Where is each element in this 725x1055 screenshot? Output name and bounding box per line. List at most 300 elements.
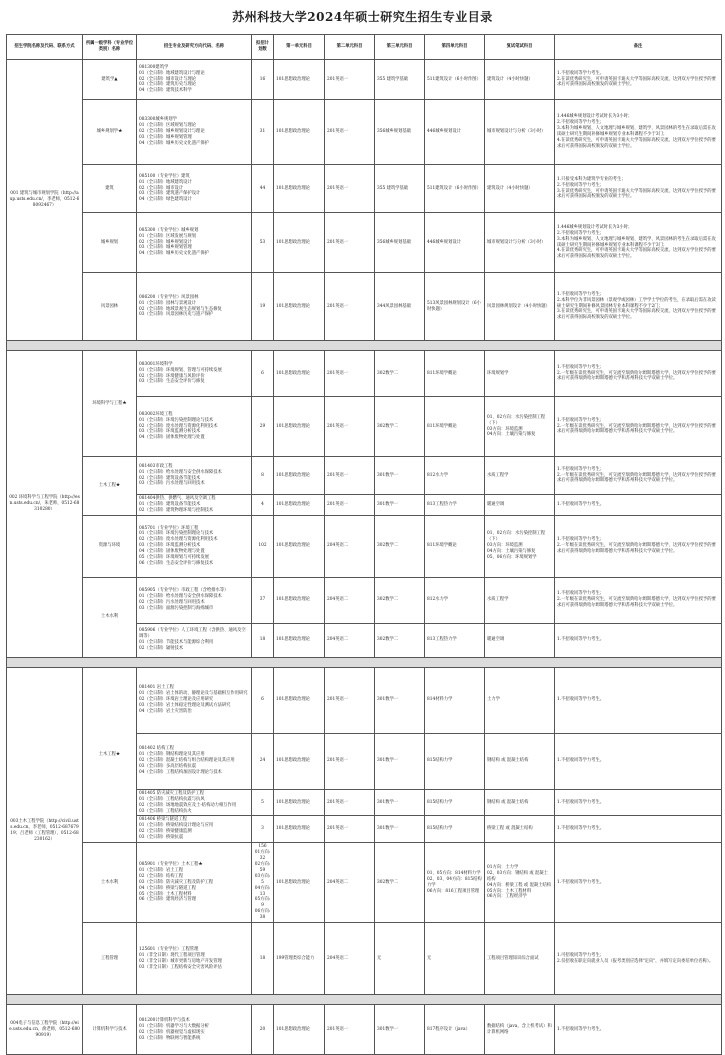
unit4-cell [425,100,485,165]
text-line: 2.不招收同等学力考生； [557,182,605,188]
text-line: 356城乡规划基础 [377,239,411,245]
plan-cell [252,789,274,816]
text-line: 1.不招收同等学力考生。 [557,1026,605,1032]
text-line: 01、02方向：水污染控制工程（下） [487,531,546,543]
unit2-cell [325,273,375,341]
text-line: 081401 岩土工程 [139,685,174,691]
college-cell [7,667,83,994]
text-line: 01方向:32 [254,850,271,861]
text-line: 201英语一 [327,1026,349,1032]
text-line: 02、03方向：钢结构 或 混凝土结构 [487,870,548,882]
column-header: 第一单元科目 [274,35,325,60]
table-row [7,213,722,273]
text-line: 02（全日制）环境岩土理论及应用研究 [139,697,214,703]
retest-cell [485,273,555,341]
plan-cell [252,100,274,165]
text-line: 01（全日制）岩土体的动、静理论及与基础相互作用研究 [139,691,248,697]
text-line: 8 [261,472,264,478]
major-cell [137,623,252,657]
unit3-cell [375,1005,425,1055]
text-line: 城市规划设计与分析（3小时） [487,129,546,135]
plan-cell [252,495,274,516]
text-line: 土木工程★ [98,482,121,488]
text-line: 城乡规划 [100,239,119,245]
text-line: 101思想政治理论 [276,239,310,245]
text-line: 301数学一 [377,472,399,478]
unit4-cell [425,789,485,816]
major-cell [137,667,252,733]
text-line: 101思想政治理论 [276,597,310,603]
text-line: 18 [259,955,266,961]
retest-cell [485,667,555,733]
unit1-cell [274,733,325,789]
text-line: 083300城乡规划学 [139,117,177,123]
text-line: 04（全日制）建筑技术科学 [139,88,192,94]
discipline-cell [83,60,137,100]
text-line: 01（非全日制）现代工程项目管理 [139,952,205,958]
notes-cell [555,165,722,213]
text-line: 101思想政治理论 [276,697,310,703]
discipline-cell [83,515,137,577]
text-line: 31 [259,129,266,135]
text-line: 水质工程学 [487,597,509,603]
column-header: 招生专业及研究方向代码、名称 [137,35,252,60]
text-line: 02（全日制）城市设计与理论 [139,76,197,82]
table-row [7,100,722,165]
text-line: 446城乡规划设计 [427,239,461,245]
unit3-cell [375,667,425,733]
text-line: 201英语一 [327,303,349,309]
text-line: 06方向:38 [254,909,271,921]
text-line: 06方向：工程经济学 [487,894,527,900]
text-line: 建筑设计（4小时快题） [487,185,533,191]
text-line: 204英语二 [327,543,349,549]
text-line: 03（非全日制）工程结构安全灾害风险评估 [139,964,222,970]
text-line: 01、05方向：814材料力学 [427,870,481,876]
text-line: 081405 防灾减灾工程及防护工程 [139,790,205,796]
text-line: 001 建筑与城市规划学院（http://aup.usts.edu.cn/，李老师，0512-68092467） [9,191,80,208]
retest-cell [485,165,555,213]
discipline-cell [83,100,137,165]
notes-cell [555,923,722,995]
column-header: 第二单元科目 [325,35,375,60]
text-line: 04（全日制）固体废物处理与处置 [139,549,205,555]
unit4-cell [425,273,485,341]
text-line: 01（全日制）给水处理与安全供水保障技术 [139,469,222,475]
text-line: 建筑学▲ [101,76,118,82]
text-line: 355 建筑学基础 [377,185,409,191]
text-line: 1.不招收同等学力考生； [557,591,605,597]
text-line: 03（全日制）桥梁抗震 [139,835,184,841]
text-line: 04（全日制）城乡历史文化遗产保护 [139,140,209,146]
text-line: 04（全日制）城乡历史文化遗产保护 [139,251,209,257]
plan-cell [252,457,274,495]
text-line: 511建筑设计（6小时作图） [427,76,481,82]
notes-cell [555,515,722,577]
major-cell [137,351,252,397]
retest-cell [485,397,555,457]
text-line: 06（全日制）建筑经济与管理 [139,897,197,903]
text-line: 数据结构（java，含上机考试）和计算机网络 [487,1023,552,1035]
text-line: 201英语一 [327,826,349,832]
table-row [7,60,722,100]
unit1-cell [274,623,325,657]
column-header: 拟招计划数 [252,35,274,60]
unit3-cell [375,165,425,213]
text-line: 101思想政治理论 [276,826,310,832]
notes-cell [555,495,722,516]
text-line: 101思想政治理论 [276,879,310,885]
column-header: 第四单元科目 [425,35,485,60]
text-line: 03（全日制）风景园林历史与遗产保护 [139,312,214,318]
text-line: 01（全日制）建筑设备节能技术 [139,501,201,507]
text-line: 4.在读优秀研究生，可申请英国卡迪夫大学等国际高校交流，达到双方学位授予的要求后可获得国际高校颁发的双硕士学位。 [557,248,716,260]
text-line: 102 [258,543,267,549]
text-line: 101思想政治理论 [276,501,310,507]
plan-cell [252,60,274,100]
text-line: 085901（专业学位）土木工程★ [139,861,203,867]
text-line: 1.不招收同等学力考生； [557,364,605,370]
discipline-cell [83,273,137,341]
text-line: 813工程热力学 [427,501,457,507]
text-line: 083002环境工程 [139,411,173,417]
unit3-cell [375,351,425,397]
text-line: 建筑设计（4小时快题） [487,76,533,82]
unit3-cell [375,816,425,843]
unit1-cell [274,1005,325,1055]
unit3-cell [375,923,425,995]
unit1-cell [274,923,325,995]
major-cell [137,100,252,165]
unit1-cell [274,577,325,623]
notes-cell [555,577,722,623]
text-line: 04（全日制）桥梁与隧道工程 [139,885,197,891]
text-line: 201英语一 [327,758,349,764]
plan-cell [252,667,274,733]
unit2-cell [325,1005,375,1055]
text-line: 511建筑设计（6小时作图） [427,185,481,191]
retest-cell [485,495,555,516]
text-line: 03（全日制）工程结构抗火 [139,808,192,814]
text-line: 土木水利 [100,879,119,885]
unit3-cell [375,733,425,789]
table-row [7,515,722,577]
text-line: 02（全日制）城乡规划设计与理论 [139,129,205,135]
major-cell [137,923,252,995]
text-line: 3.本科为城乡规划、人文地理与城乡规划、建筑学、风景园林的考生在录取后需在攻读硕士研究生期间补修城乡规划专业本科课程不少于3门； [557,126,716,137]
text-line: 02方向:59 [254,861,271,873]
text-line: 04方向：土壤污染与修复 [487,432,536,438]
unit2-cell [325,789,375,816]
text-line: 201英语一 [327,370,349,376]
text-line: 081403市政工程 [139,463,173,469]
text-line: 813工程热力学 [427,637,457,643]
text-line: 01（全日制）区域规划与理论 [139,123,197,129]
text-line: 1.446城乡规划设计考试时长为3小时； [557,224,633,230]
unit3-cell [375,843,425,923]
section-separator [7,995,722,1005]
text-line: 003土木工程学院（http://civil.usts.edu.cn，李老师，0512-68767919；吕老师（工程管理），0512-68230162） [10,819,79,842]
text-line: 16 [259,76,266,82]
unit2-cell [325,577,375,623]
text-line: 01、02方向：水污染控制工程（下） [487,414,546,426]
text-line: 811环境学概论 [427,543,457,549]
text-line: 18 [259,637,266,643]
text-line: 201英语一 [327,423,349,429]
text-line: 302数学二 [377,637,399,643]
retest-cell [485,351,555,397]
text-line: 2.一年级在读优秀研究生，可交流至瑞典哈尔姆斯塔德大学，达到双方学位授予的要求后可获得瑞典哈尔姆斯塔德大学和苏州科技大学双硕士学位。 [557,472,716,484]
unit2-cell [325,816,375,843]
notes-cell [555,100,722,165]
text-line: 201英语一 [327,76,349,82]
text-line: 101思想政治理论 [276,758,310,764]
text-line: 201英语一 [327,129,349,135]
text-line: 4 [261,501,264,507]
text-line: 081300建筑学 [139,64,169,70]
text-line: 风景园林 [100,303,119,309]
unit4-cell [425,1005,485,1055]
unit4-cell [425,923,485,995]
text-line: 02（全日制）废水处理与资源化利用技术 [139,537,218,543]
text-line: 02（全日制）城乡规划设计 [139,239,192,245]
major-cell [137,60,252,100]
text-line: 05、06方向：环境规划学 [487,555,537,561]
text-line: 815结构力学 [427,758,453,764]
notes-cell [555,667,722,733]
text-line: 101思想政治理论 [276,129,310,135]
retest-cell [485,577,555,623]
text-line: 计算机科学与技术 [92,1026,127,1032]
text-line: 1.446城乡规划设计考试时长为3小时； [557,114,633,120]
retest-cell [485,60,555,100]
retest-cell [485,789,555,816]
unit4-cell [425,623,485,657]
discipline-cell [83,1005,137,1055]
text-line: 302数学二 [377,370,399,376]
text-line: 03（全日制）建筑历史与理论 [139,82,197,88]
text-line: 815结构力学 [427,826,453,832]
text-line: 085300（专业学位）城乡规划 [139,227,199,233]
unit1-cell [274,60,325,100]
column-header: 第三单元科目 [375,35,425,60]
major-cell [137,816,252,843]
retest-cell [485,213,555,273]
table-row [7,577,722,623]
text-line: 156 [258,844,267,850]
text-line: 344风景园林基础 [377,303,411,309]
table-row [7,667,722,733]
text-line: 081404供热、供燃气、通风及空调工程 [139,496,216,501]
text-line: 083001环境科学 [139,361,173,367]
unit2-cell [325,667,375,733]
text-line: 05（全日制）环境规划与可持续发展 [139,555,209,561]
text-line: 02（全日制）机器视觉与虚拟现实 [139,1029,205,1035]
plan-cell [252,165,274,213]
text-line: 20 [259,1026,266,1032]
text-line: 6 [261,370,264,376]
table-row [7,351,722,397]
text-line: 3.在读优秀研究生，可申请英国卡迪夫大学等国际高校交流，达到双方学位授予的要求后可获得国际高校颁发的双硕士学位。 [557,309,716,321]
major-cell [137,733,252,789]
text-line: 03（全日制）建筑遗产保护设计 [139,191,201,197]
unit2-cell [325,165,375,213]
unit3-cell [375,60,425,100]
text-line: 1.不招收同等学力考生； [557,291,605,297]
major-cell [137,515,252,577]
text-line: 125601（专业学位）工程管理 [139,946,199,952]
text-line: 03方向：环境监测 [487,426,523,432]
text-line: 06方向：816工程项目管理 [427,888,480,894]
college-cell [7,351,83,658]
text-line: 1.只接受本科为建筑学专业的考生； [557,176,626,182]
text-line: 812水力学 [427,597,449,603]
text-line: 1.不招收同等学力考生。 [557,70,605,76]
table-row [7,457,722,495]
unit2-cell [325,397,375,457]
text-line: 513风景园林规划设计（6小时快题） [427,300,481,312]
section-separator [7,657,722,667]
separator-cell [7,995,722,1005]
unit3-cell [375,623,425,657]
unit4-cell [425,733,485,789]
text-line: 04（全日制）固体废物处理与处置 [139,435,205,441]
text-line: 201英语一 [327,799,349,805]
unit1-cell [274,789,325,816]
plan-cell [252,397,274,457]
separator-cell [7,341,722,351]
unit4-cell [425,397,485,457]
text-line: 风景园林规划设计（4小时快题） [487,303,550,309]
text-line: 2.一年级在读优秀研究生，可交流至瑞典哈尔姆斯塔德大学，达到双方学位授予的要求后可获得瑞典哈尔姆斯塔德大学和苏州科技大学双硕士学位。 [557,597,716,609]
retest-cell [485,1005,555,1055]
text-line: 01（全日制）节能技术与能源综合利用 [139,640,214,646]
text-line: 04方向:13 [254,885,271,897]
unit2-cell [325,515,375,577]
text-line: 04（全日制）工程结构加固设计理论与技术 [139,770,222,776]
text-line: 03（全日制）防灾减灾工程及防护工程 [139,879,214,885]
table-row [7,273,722,341]
text-line: 201英语一 [327,239,349,245]
column-header: 招生学院名称及代码、联系方式 [7,35,83,60]
text-line: 101思想政治理论 [276,543,310,549]
text-line: 2.不招收同等学力考生； [557,120,605,126]
text-line: 085905（专业学位）市政工程（含给排水等） [139,588,229,594]
unit1-cell [274,165,325,213]
text-line: 2.一年级在读优秀研究生，可交流至瑞典哈尔姆斯塔德大学，达到双方学位授予的要求后可获得瑞典哈尔姆斯塔德大学和苏州科技大学双硕士学位。 [557,423,716,435]
text-line: 01（全日制）桥梁结构设计理论与应用 [139,823,214,829]
text-line: 101思想政治理论 [276,370,310,376]
text-line: 2.一年级在读优秀研究生，可交流至瑞典哈尔姆斯塔德大学，达到双方学位授予的要求后可获得瑞典哈尔姆斯塔德大学和苏州科技大学双硕士学位。 [557,370,716,382]
text-line: 01（全日制）环境规划、管理与可持续发展 [139,367,222,373]
discipline-cell [83,351,137,457]
text-line: 355 建筑学基础 [377,76,409,82]
text-line: 02（全日制）桥梁健康监测 [139,829,192,835]
notes-cell [555,843,722,923]
retest-cell [485,100,555,165]
retest-cell [485,515,555,577]
text-line: 03（全日制）生态安全评价与修复 [139,379,205,385]
unit4-cell [425,351,485,397]
text-line: 环境科学与工程★ [92,400,127,406]
text-line: 1.不招收同等学力考生； [557,417,605,423]
text-line: 101思想政治理论 [276,76,310,82]
text-line: 03（全日制）面源污染控制与海绵城市 [139,606,214,612]
text-line: 01（全日制）岩土工程 [139,867,184,873]
unit2-cell [325,100,375,165]
text-line: 201英语一 [327,472,349,478]
text-line: 02（全日制）地域景观生态规划与生态修复 [139,306,222,312]
text-line: 101思想政治理论 [276,637,310,643]
table-row [7,923,722,995]
major-cell [137,495,252,516]
text-line: 无 [427,955,432,961]
text-line: 02（全日制）混凝土结构与组合结构理论及其应用 [139,758,235,764]
column-header: 所属一级学科（专业学位类别）名称 [83,35,137,60]
unit3-cell [375,789,425,816]
text-line: 201英语一 [327,185,349,191]
unit1-cell [274,397,325,457]
text-line: 085701（专业学位）环境工程 [139,525,199,531]
text-line: 05（全日制）土木工程材料 [139,891,192,897]
notes-cell [555,816,722,843]
text-line: 03（全日制）环境监测分析技术 [139,429,201,435]
text-line: 城市规划设计与分析（3小时） [487,239,546,245]
unit3-cell [375,273,425,341]
text-line: 无 [377,955,382,961]
text-line: 1.不招收同等学力考生。 [557,501,605,507]
plan-cell [252,843,274,923]
text-line: 301数学一 [377,697,399,703]
text-line: 301数学一 [377,799,399,805]
text-line: 06（全日制）生态安全评价与修复技术 [139,561,214,567]
text-line: 02（非全日制）城市更新与房地产开发管理 [139,958,222,964]
table-row [7,1005,722,1055]
text-line: 01（全日制）环境污染控制理论与技术 [139,417,214,423]
text-line: 101思想政治理论 [276,472,310,478]
plan-cell [252,273,274,341]
text-line: 004电子与信息工程学院（http://eie.usts.edu.cn，俞老师，0512-68090919） [9,1020,80,1038]
notes-cell [555,397,722,457]
text-line: 302数学二 [377,423,399,429]
text-line: 002 环境科学与工程学院（http://esn.usts.edu.cn/，朱老师，0512-68310280） [9,495,80,512]
text-line: 817程序设计（java） [427,1026,470,1032]
text-line: 01（全日制）环境污染控制理论与技术 [139,531,214,537]
unit4-cell [425,843,485,923]
major-cell [137,397,252,457]
text-line: 812水力学 [427,472,449,478]
text-line: 03（全日制）城乡规划管理 [139,134,192,140]
text-line: 钢结构 或 混凝土结构 [487,799,529,805]
text-line: 2.在读优秀研究生，可申请英国卡迪夫大学等国际高校交流，达到双方学位授予的要求后可获得国际高校颁发的双硕士学位。 [557,76,716,88]
text-line: 204英语二 [327,879,349,885]
unit4-cell [425,816,485,843]
text-line: 03方向:5 [254,873,271,885]
text-line: 02（全日制）建筑物理环境与控制技术 [139,507,214,513]
text-line: 101思想政治理论 [276,1026,310,1032]
text-line: 建筑 [105,185,114,191]
text-line: 1.不招收同等学力考生。 [557,826,605,832]
unit2-cell [325,923,375,995]
retest-cell [485,457,555,495]
text-line: 01（全日制）地域建筑设计 [139,179,192,185]
column-header: 复试笔试科目 [485,35,555,60]
notes-cell [555,733,722,789]
discipline-cell [83,213,137,273]
text-line: 5 [261,799,264,805]
text-line: 302数学二 [377,543,399,549]
text-line: 工程项目管理知识综合面试 [487,955,539,961]
